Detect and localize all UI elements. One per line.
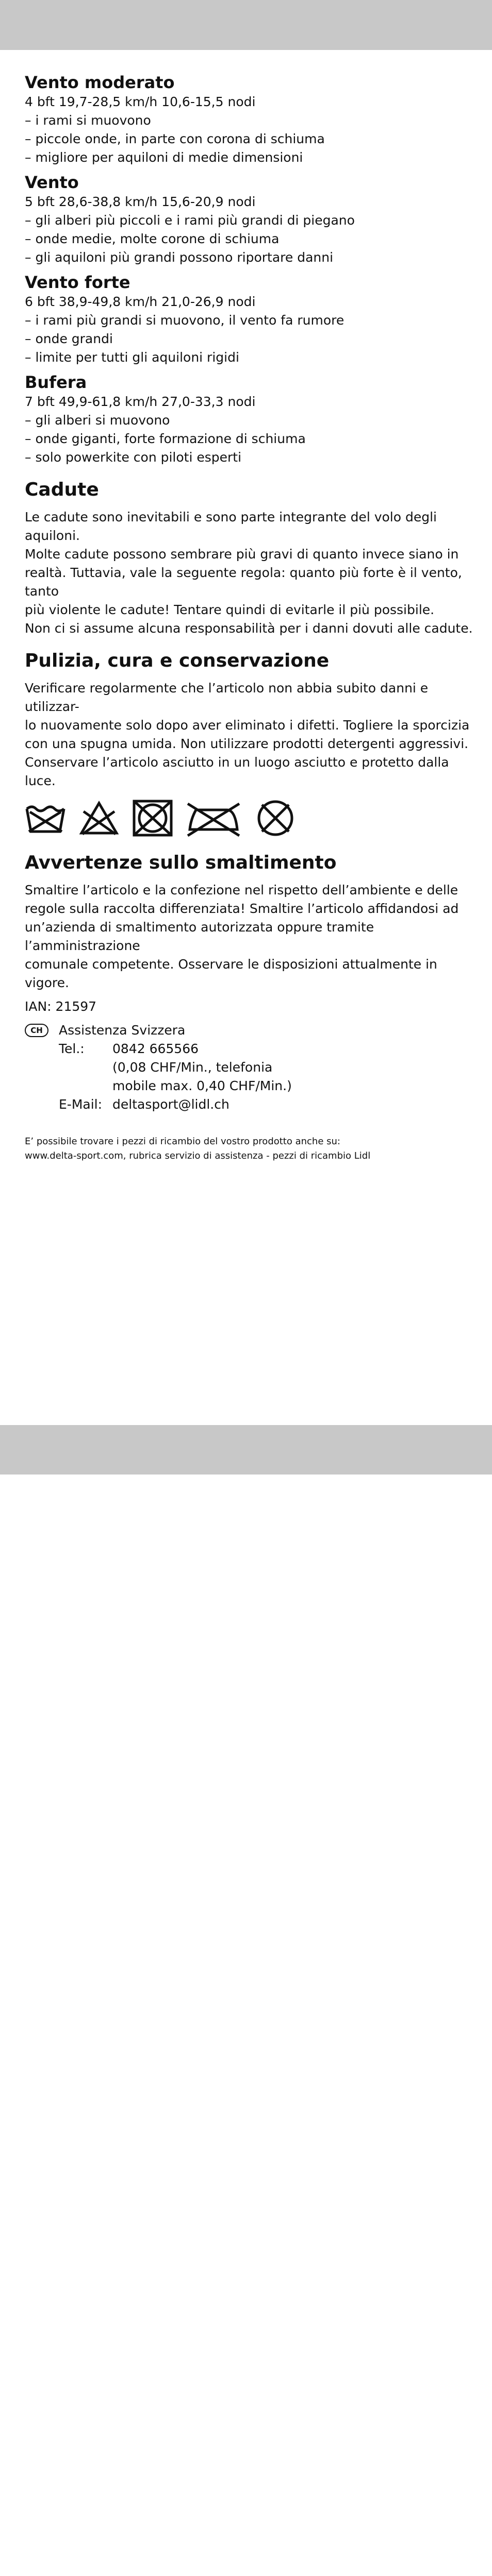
wind-line: – gli alberi si muovono	[25, 413, 170, 428]
paragraph-line: comunale competente. Osservare le disposizioni attualmente in vigore.	[25, 957, 437, 990]
paragraph-line: più violente le cadute! Tentare quindi di evitarle il più possibile.	[25, 602, 435, 617]
note-line: www.delta-sport.com, rubrica servizio di assistenza - pezzi di ricambio Lidl	[25, 1150, 371, 1161]
ian-number: IAN: 21597	[25, 999, 97, 1014]
paragraph-line: lo nuovamente solo dopo aver eliminato i difetti. Togliere la sporcizia	[25, 718, 470, 733]
email-label: E-Mail:	[59, 1097, 103, 1112]
wind-line: – gli alberi più piccoli e i rami più grandi di piegano	[25, 213, 355, 228]
wind-line: – migliore per aquiloni di medie dimensioni	[25, 150, 303, 165]
wind-line: 6 bft 38,9-49,8 km/h 21,0-26,9 nodi	[25, 294, 256, 309]
paragraph-line: Le cadute sono inevitabili e sono parte integrante del volo degli aquiloni.	[25, 510, 437, 543]
tel-note: (0,08 CHF/Min., telefonia	[112, 1060, 273, 1075]
header-bar	[0, 0, 492, 50]
tel-number: 0842 665566	[112, 1041, 199, 1056]
wind-line: – i rami si muovono	[25, 113, 151, 128]
paragraph-line: un’azienda di smaltimento autorizzata oppure tramite l’amministrazione	[25, 920, 374, 953]
wind-line: – i rami più grandi si muovono, il vento fa rumore	[25, 313, 345, 328]
wind-section-forte	[25, 272, 473, 367]
paragraph-line: Non ci si assume alcuna responsabilità per i danni dovuti alle cadute.	[25, 621, 473, 636]
paragraph-line: Verificare regolarmente che l’articolo non abbia subito danni e utilizzar-	[25, 681, 429, 714]
paragraph-line: realtà. Tuttavia, vale la seguente regola: quanto più forte è il vento, tanto	[25, 565, 462, 599]
wind-line: – onde giganti, forte formazione di schiuma	[25, 431, 306, 446]
note-line: E’ possibile trovare i pezzi di ricambio del vostro prodotto anche su:	[25, 1136, 340, 1147]
disposal-section	[25, 850, 473, 992]
paragraph-line: regole sulla raccolta differenziata! Smaltire l’articolo affidandosi ad	[25, 901, 459, 916]
care-symbols	[25, 799, 473, 838]
wind-line: – limite per tutti gli aquiloni rigidi	[25, 350, 239, 365]
wind-line: 5 bft 28,6-38,8 km/h 15,6-20,9 nodi	[25, 194, 256, 209]
wind-title: Vento forte	[25, 273, 130, 292]
service-name: Assistenza Svizzera	[59, 1023, 186, 1038]
section-heading: Pulizia, cura e conservazione	[25, 650, 330, 671]
wind-line: – gli aquiloni più grandi possono riportare danni	[25, 250, 334, 265]
paragraph-line: con una spugna umida. Non utilizzare prodotti detergenti aggressivi.	[25, 736, 469, 751]
section-heading: Avvertenze sullo smaltimento	[25, 852, 337, 873]
wind-section-moderato	[25, 72, 473, 167]
paragraph-line: Smaltire l’articolo e la confezione nel rispetto dell’ambiente e delle	[25, 883, 458, 897]
wind-title: Bufera	[25, 372, 87, 392]
wind-title: Vento	[25, 173, 79, 192]
wind-line: 4 bft 19,7-28,5 km/h 10,6-15,5 nodi	[25, 94, 256, 109]
wind-line: – onde medie, molte corone di schiuma	[25, 231, 280, 246]
no-iron-icon	[186, 799, 242, 838]
care-section	[25, 648, 473, 838]
no-tumble-dry-icon	[132, 799, 173, 837]
paragraph-line: Molte cadute possono sembrare più gravi di quanto invece siano in	[25, 547, 459, 562]
section-heading: Cadute	[25, 479, 99, 500]
no-bleach-icon	[78, 800, 120, 836]
tel-label: Tel.:	[59, 1041, 85, 1056]
contact-block	[25, 1021, 473, 1114]
spare-parts-note	[25, 1134, 473, 1163]
footer-bar	[0, 1425, 492, 1475]
wind-line: – onde grandi	[25, 331, 113, 346]
paragraph-line: Conservare l’articolo asciutto in un luogo asciutto e protetto dalla luce.	[25, 755, 449, 788]
wind-section-bufera	[25, 372, 473, 467]
no-dry-clean-icon	[255, 799, 296, 837]
wind-line: – solo powerkite con piloti esperti	[25, 450, 242, 465]
wind-line: 7 bft 49,9-61,8 km/h 27,0-33,3 nodi	[25, 394, 256, 409]
wind-title: Vento moderato	[25, 73, 175, 92]
country-badge: CH	[25, 1024, 48, 1037]
wind-section-vento	[25, 172, 473, 267]
wind-line: – piccole onde, in parte con corona di schiuma	[25, 131, 325, 146]
page-content	[25, 72, 473, 1163]
falls-section	[25, 477, 473, 638]
tel-note: mobile max. 0,40 CHF/Min.)	[112, 1078, 292, 1093]
email-address[interactable]: deltasport@lidl.ch	[112, 1097, 229, 1112]
wash-30-icon	[25, 802, 66, 835]
